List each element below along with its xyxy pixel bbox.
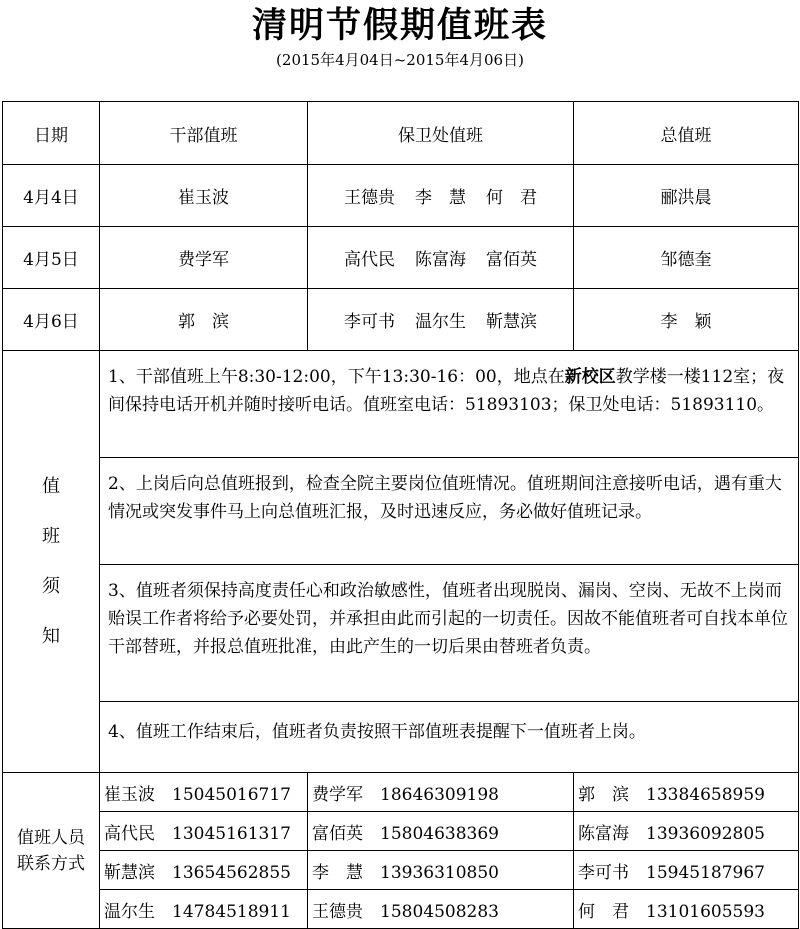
contact-name: 李可书 xyxy=(578,862,629,883)
contact-phone: 13936092805 xyxy=(646,823,765,844)
contacts-label-line: 值班人员 xyxy=(17,827,85,848)
row-date: 4月6日 xyxy=(3,289,100,351)
notice-row xyxy=(3,565,799,702)
security-name: 陈富海 xyxy=(415,250,466,270)
contact-name: 陈富海 xyxy=(578,823,629,844)
contact-phone: 15804508283 xyxy=(380,901,499,922)
header-cadre-duty: 干部值班 xyxy=(100,102,308,165)
contact-entry xyxy=(574,890,799,929)
table-header-row xyxy=(3,102,799,165)
contact-row xyxy=(3,890,799,929)
security-name: 靳慧滨 xyxy=(486,312,537,332)
notice-label-char: 知 xyxy=(42,625,60,647)
contact-name: 崔玉波 xyxy=(104,784,155,805)
table-row xyxy=(3,165,799,227)
contact-phone: 15945187967 xyxy=(646,862,765,883)
contact-name: 温尔生 xyxy=(104,901,155,922)
notice-label-char: 班 xyxy=(42,525,60,547)
notice-row xyxy=(3,702,799,773)
notice-item-1-part: 1、干部值班上午8:30-12:00，下午13:30-16：00，地点在 xyxy=(108,367,565,387)
notice-item-2: 2、上岗后向总值班报到，检查全院主要岗位值班情况。值班期间注意接听电话，遇有重大情况或突发事件马上向总值班汇报，及时迅速反应，务必做好值班记录。 xyxy=(100,458,799,565)
contact-phone: 15804638369 xyxy=(380,823,499,844)
contact-name: 靳慧滨 xyxy=(104,862,155,883)
contact-name: 何 君 xyxy=(578,901,629,922)
row-cadre: 崔玉波 xyxy=(100,165,308,227)
notice-item-3: 3、值班者须保持高度责任心和政治敏感性，值班者出现脱岗、漏岗、空岗、无故不上岗而贻误工作者将给予必要处罚，并承担由此而引起的一切责任。因故不能值班者可自找本单位干部替班，并报总值班批准，由此产生的一切后果由替班者负责。 xyxy=(100,565,799,702)
row-security xyxy=(308,227,574,289)
security-name: 富佰英 xyxy=(486,250,537,270)
row-cadre: 费学军 xyxy=(100,227,308,289)
row-date: 4月5日 xyxy=(3,227,100,289)
contact-phone: 13936310850 xyxy=(380,862,499,883)
notice-label-char: 值 xyxy=(42,475,60,497)
security-name: 王德贵 xyxy=(344,188,395,208)
contact-row xyxy=(3,812,799,851)
header-security-duty: 保卫处值班 xyxy=(308,102,574,165)
table-row xyxy=(3,227,799,289)
table-row xyxy=(3,289,799,351)
row-security xyxy=(308,165,574,227)
security-name: 高代民 xyxy=(344,250,395,270)
notice-label xyxy=(3,351,100,773)
row-cadre: 郭 滨 xyxy=(100,289,308,351)
contacts-label-line: 联系方式 xyxy=(17,853,85,874)
contact-name: 王德贵 xyxy=(312,901,363,922)
contact-entry xyxy=(100,812,308,851)
contact-phone: 13654562855 xyxy=(172,862,291,883)
contact-entry xyxy=(308,890,574,929)
notice-item-1-part: 教学楼一楼112室；夜间保持电话开机并随时接听电话。值班室电话：51893103；保卫处电话：51893110。 xyxy=(108,367,785,415)
header-chief-duty: 总值班 xyxy=(574,102,799,165)
security-name: 何 君 xyxy=(486,188,537,208)
contact-name: 富佰英 xyxy=(312,823,363,844)
header-date: 日期 xyxy=(3,102,100,165)
notice-item-1-location: 新校区 xyxy=(564,367,616,387)
contact-phone: 18646309198 xyxy=(380,784,499,805)
notice-row xyxy=(3,351,799,458)
contact-phone: 14784518911 xyxy=(172,901,291,922)
security-name: 李可书 xyxy=(344,312,395,332)
contacts-label xyxy=(3,773,100,929)
duty-roster-table xyxy=(2,101,799,929)
contact-entry xyxy=(574,812,799,851)
contact-entry xyxy=(574,773,799,812)
contact-entry xyxy=(574,851,799,890)
security-name: 李 慧 xyxy=(415,188,466,208)
contact-entry xyxy=(308,851,574,890)
row-chief: 李 颖 xyxy=(574,289,799,351)
contact-entry xyxy=(308,773,574,812)
contact-name: 李 慧 xyxy=(312,862,363,883)
contact-phone: 13384658959 xyxy=(646,784,765,805)
page-title: 清明节假期值班表 xyxy=(251,5,548,46)
contact-phone: 15045016717 xyxy=(172,784,291,805)
row-chief: 郦洪晨 xyxy=(574,165,799,227)
contact-entry xyxy=(100,773,308,812)
notice-item-1 xyxy=(100,351,799,458)
contact-name: 郭 滨 xyxy=(578,784,629,805)
contact-name: 费学军 xyxy=(312,784,363,805)
security-name: 温尔生 xyxy=(415,312,466,332)
contact-entry xyxy=(100,890,308,929)
row-security xyxy=(308,289,574,351)
contact-phone: 13101605593 xyxy=(646,901,765,922)
contact-phone: 13045161317 xyxy=(172,823,291,844)
notice-label-char: 须 xyxy=(42,575,60,597)
date-range-subtitle: (2015年4月04日~2015年4月06日) xyxy=(276,51,524,69)
notice-item-4: 4、值班工作结束后，值班者负责按照干部值班表提醒下一值班者上岗。 xyxy=(100,702,799,773)
row-date: 4月4日 xyxy=(3,165,100,227)
row-chief: 邹德奎 xyxy=(574,227,799,289)
contact-entry xyxy=(100,851,308,890)
notice-row xyxy=(3,458,799,565)
contact-row xyxy=(3,773,799,812)
contact-entry xyxy=(308,812,574,851)
contact-row xyxy=(3,851,799,890)
contact-name: 高代民 xyxy=(104,823,155,844)
